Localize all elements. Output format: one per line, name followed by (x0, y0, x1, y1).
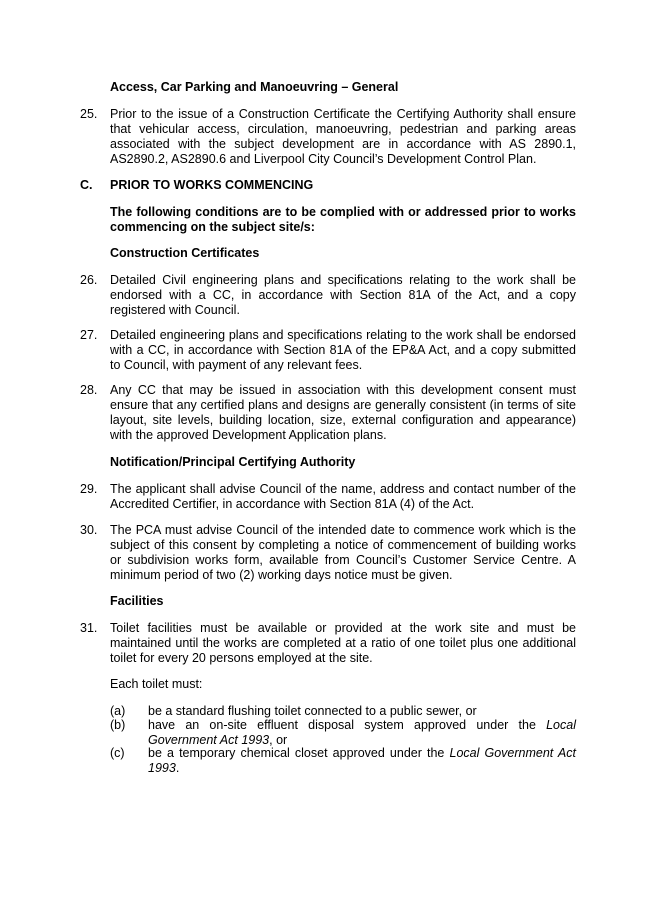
condition-text: Any CC that may be issued in association with this development consent must ensure that any certified plans and designs are generally consistent (in terms of site layout, site levels, building location, size, external configuration and appearance) with the approved Development Application plans. (110, 383, 576, 442)
condition-text: Toilet facilities must be available or provided at the work site and must be maintained until the works are completed at a ratio of one toilet plus one additional toilet for every 20 persons employed at the site. (110, 621, 576, 665)
condition-number: 26. (80, 273, 98, 287)
sub-item-tail: . (175, 761, 180, 775)
condition-number: 27. (80, 328, 98, 342)
act-name: Local Government Act 1993 (148, 718, 576, 747)
section-letter: C. (80, 178, 93, 192)
condition-text: The PCA must advise Council of the intended date to commence work which is the subject of this consent by completing a notice of commencement of building works or subdivision works form, available from Council’s Customer Service Centre. A minimum period of two (2) working days notice must be given. (110, 523, 576, 582)
sub-item-label: (b) (110, 718, 126, 732)
sub-item-tail: , or (269, 733, 288, 747)
sub-item-text: be a standard flushing toilet connected to a public sewer, or (148, 704, 477, 718)
section-title: PRIOR TO WORKS COMMENCING (110, 178, 314, 192)
condition-number: 25. (80, 107, 98, 121)
condition-text: The applicant shall advise Council of the name, address and contact number of the Accredited Certifier, in accordance with Section 81A (4) of the Act. (110, 482, 576, 511)
sub-item-text (148, 746, 576, 776)
each-toilet-must: Each toilet must: (110, 677, 203, 691)
sub-item-text (148, 718, 576, 748)
sub-item-body: be a temporary chemical closet approved under the (148, 746, 450, 760)
heading-facilities: Facilities (110, 594, 164, 608)
heading-construction-certificates: Construction Certificates (110, 246, 260, 260)
condition-number: 30. (80, 523, 98, 537)
condition-number: 29. (80, 482, 98, 496)
act-name: Local Government Act 1993 (148, 746, 576, 775)
heading-notification-pca: Notification/Principal Certifying Authority (110, 455, 356, 469)
heading-access-parking: Access, Car Parking and Manoeuvring – General (110, 80, 399, 94)
condition-text: Detailed Civil engineering plans and specifications relating to the work shall be endorsed with a CC, in accordance with Section 81A of the Act, and a copy registered with Council. (110, 273, 576, 317)
condition-text: Prior to the issue of a Construction Certificate the Certifying Authority shall ensure that vehicular access, circulation, manoeuvring, pedestrian and parking areas associated with the subject development are in accordance with AS 2890.1, AS2890.2, AS2890.6 and Liverpool City Council’s Development Control Plan. (110, 107, 576, 166)
sub-item-label: (c) (110, 746, 125, 760)
section-c-intro: The following conditions are to be complied with or addressed prior to works commencing on the subject site/s: (110, 205, 576, 234)
sub-item-body: have an on-site effluent disposal system approved under the (148, 718, 547, 732)
sub-item-label: (a) (110, 704, 126, 718)
condition-number: 31. (80, 621, 98, 635)
condition-text: Detailed engineering plans and specifications relating to the work shall be endorsed with a CC, in accordance with Section 81A of the EP&A Act, and a copy submitted to Council, with payment of any relevant fees. (110, 328, 576, 372)
condition-number: 28. (80, 383, 98, 397)
